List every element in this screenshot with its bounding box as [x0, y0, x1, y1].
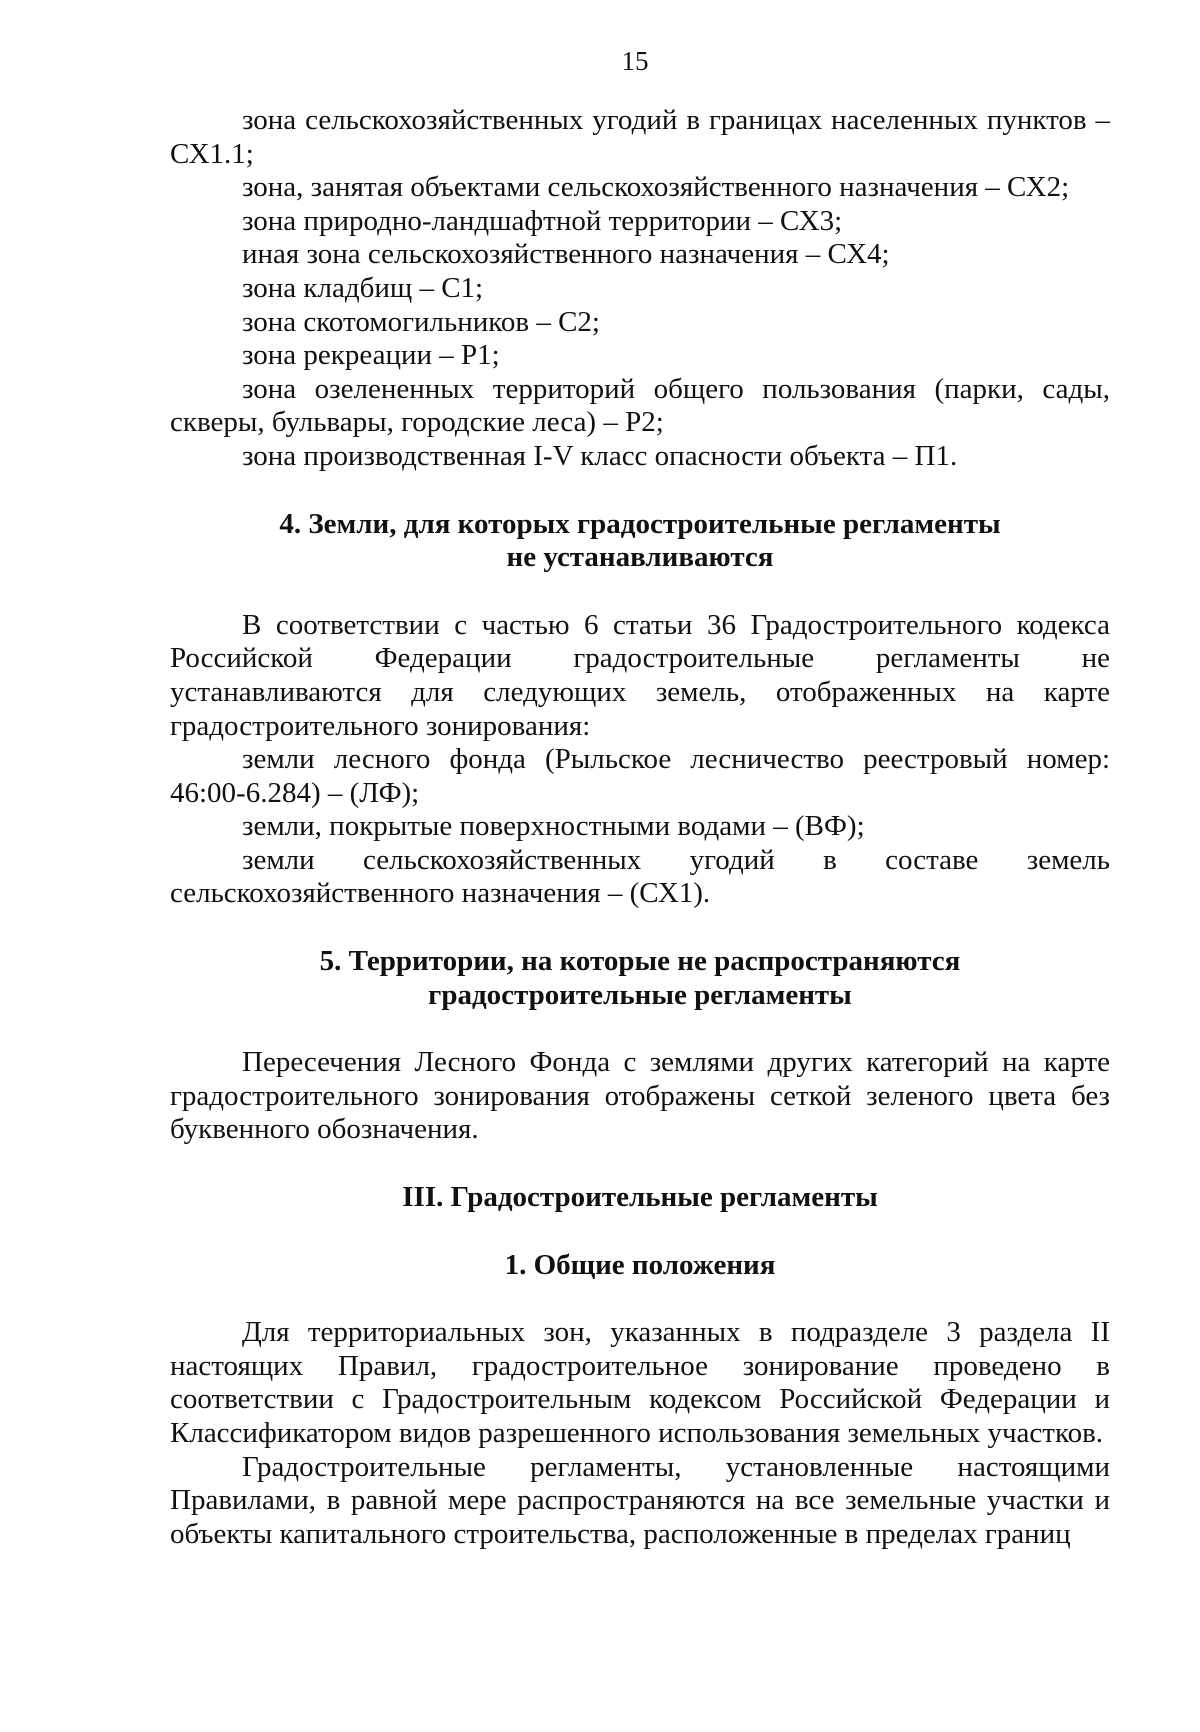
zone-item: зона кладбищ – С1; — [242, 271, 484, 304]
zone-item: зона скотомогильников – С2; — [242, 305, 600, 338]
section4-heading-line2: не устанавливаются — [506, 541, 774, 574]
zone-item: зона рекреации – Р1; — [242, 339, 500, 372]
page-content — [170, 104, 1110, 1551]
section5-heading-line1: 5. Территории, на которые не распространяются — [319, 945, 961, 978]
zone-item: зона озелененных территорий общего пользования (парки, сады, скверы, бульвары, городские леса) – Р2; — [170, 372, 1110, 439]
zone-item: зона сельскохозяйственных угодий в границах населенных пунктов – СХ1.1; — [170, 104, 1110, 170]
subsection1-paragraph: Для территориальных зон, указанных в подразделе 3 раздела II настоящих Правил, градостроительное зонирование проведено в соответствии с Градостроительным кодексом Российской Федерации и Классификатором видов разрешенного использования земельных участков. — [170, 1316, 1110, 1449]
subsection1-heading: 1. Общие положения — [504, 1248, 776, 1281]
section5-paragraph: Пересечения Лесного Фонда с землями других категорий на карте градостроительного зонирования отображены сеткой зеленого цвета без буквенного обозначения. — [170, 1046, 1110, 1146]
section-iii-heading: III. Градостроительные регламенты — [402, 1181, 878, 1214]
section4-paragraph: земли сельскохозяйственных угодий в составе земель сельскохозяйственного назначения – (СХ1). — [170, 843, 1110, 910]
subsection1-paragraph: Градостроительные регламенты, установленные настоящими Правилами, в равной мере распространяются на все земельные участки и объекты капитального строительства, расположенные в пределах границ — [170, 1450, 1110, 1550]
zone-item: зона, занятая объектами сельскохозяйственного назначения – СХ2; — [242, 171, 1070, 204]
section4-paragraph: земли, покрытые поверхностными водами – (ВФ); — [242, 810, 865, 843]
zone-item: зона природно-ландшафтной территории – СХ3; — [242, 204, 843, 237]
section5-heading-line2: градостроительные регламенты — [428, 978, 852, 1011]
section4-paragraph: земли лесного фонда (Рыльское лесничество реестровый номер: 46:00-6.284) – (ЛФ); — [170, 743, 1110, 809]
zone-item: иная зона сельскохозяйственного назначения – СХ4; — [242, 238, 890, 271]
page-number: 15 — [621, 46, 649, 76]
section4-heading-line1: 4. Земли, для которых градостроительные регламенты — [279, 507, 1001, 540]
zone-item: зона производственная I-V класс опасности объекта – П1. — [242, 439, 958, 472]
section4-paragraph: В соответствии с частью 6 статьи 36 Градостроительного кодекса Российской Федерации градостроительные регламенты не устанавливаются для следующих земель, отображенных на карте градостроительного зонирования: — [170, 608, 1110, 742]
